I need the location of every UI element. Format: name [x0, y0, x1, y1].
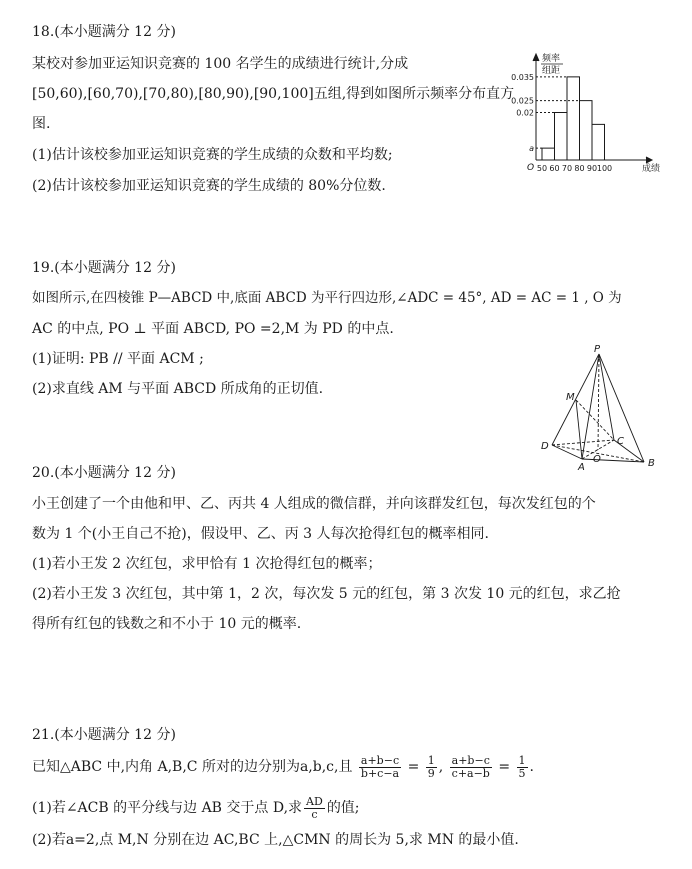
fraction-3	[450, 755, 492, 780]
histogram-bar	[555, 113, 568, 161]
y-axis-arrow	[533, 54, 539, 61]
fraction-2-den: 9	[427, 766, 435, 780]
y-tick-label: 0.035	[511, 72, 534, 82]
fraction-4-num: 1	[518, 753, 526, 767]
q20-text-2: 数为 1 个(小王自己不抢)，假设甲、乙、丙 3 人每次抢得红包的概率相同.	[32, 526, 489, 542]
fraction-3-num: a+b−c	[451, 753, 490, 767]
q20-part-2a: (2)若小王发 3 次红包，其中第 1，2 次，每次发 5 元的红包，第 3 次发 10 元的红包，求乙抢	[32, 586, 621, 602]
q21-text-1	[32, 752, 534, 782]
x-tick-label: 90	[586, 164, 598, 173]
fraction-5-den: c	[311, 807, 318, 821]
fraction-1-den: b+c−a	[360, 766, 400, 780]
q21-part-1-pre: (1)若∠ACB 的平分线与边 AB 交于点 D,求	[32, 800, 303, 816]
histogram-bar	[580, 101, 593, 160]
q18-part-1: (1)估计该校参加亚运知识竞赛的学生成绩的众数和平均数;	[32, 147, 393, 163]
fraction-4-den: 5	[518, 766, 526, 780]
y-axis-label-bottom: 组距	[542, 66, 561, 76]
fraction-1-num: a+b−c	[360, 753, 400, 767]
x-axis-arrow	[646, 157, 652, 163]
equals-1: =	[407, 759, 420, 775]
x-tick-label: 50	[536, 164, 548, 173]
y-tick-label: 0.02	[516, 108, 534, 118]
histogram-bar	[542, 148, 555, 160]
q21-part-1-post: 的值;	[326, 800, 360, 816]
q18-part-2: (2)估计该校参加亚运知识竞赛的学生成绩的 80%分位数.	[32, 178, 386, 194]
y-tick-label: a	[529, 144, 534, 154]
q18-text-1: 某校对参加亚运知识竞赛的 100 名学生的成绩进行统计,分成	[32, 56, 409, 72]
fraction-1	[359, 755, 401, 780]
fraction-5	[304, 796, 325, 821]
q18-text-3: 图.	[32, 116, 51, 132]
histogram-bar	[567, 77, 580, 160]
y-axis-label-top: 频率	[542, 54, 561, 64]
histogram-chart	[508, 52, 661, 182]
pyramid-figure	[530, 342, 665, 472]
q20-part-2b: 得所有红包的钱数之和不小于 10 元的概率.	[32, 616, 302, 632]
label-B: B	[648, 458, 655, 469]
fraction-5-num: AD	[306, 794, 323, 808]
q20-text-1: 小王创建了一个由他和甲、乙、丙共 4 人组成的微信群，并向该群发红包，每次发红包的个	[32, 496, 596, 512]
label-C: C	[617, 436, 624, 447]
y-tick-label: 0.025	[511, 96, 534, 106]
q21-part-1	[32, 795, 360, 821]
histogram-bar	[592, 124, 605, 160]
period: .	[529, 759, 534, 775]
q20-part-1: (1)若小王发 2 次红包，求甲恰有 1 次抢得红包的概率；	[32, 556, 382, 572]
label-P: P	[594, 344, 601, 355]
q18-header: 18.(本小题满分 12 分)	[32, 24, 176, 40]
q19-part-2: (2)求直线 AM 与平面 ABCD 所成角的正切值.	[32, 381, 324, 397]
q19-text-1: 如图所示,在四棱锥 P—ABCD 中,底面 ABCD 为平行四边形,∠ADC = 45°, AD = AC = 1 , O 为	[32, 290, 622, 306]
q21-part-2: (2)若a=2,点 M,N 分别在边 AC,BC 上,△CMN 的周长为 5,求 MN 的最小值.	[32, 832, 519, 848]
fraction-3-den: c+a−b	[451, 766, 490, 780]
q21-text-1-pre: 已知△ABC 中,内角 A,B,C 所对的边分别为a,b,c,且	[32, 759, 353, 775]
x-tick-label: 70	[561, 164, 573, 173]
q21-header: 21.(本小题满分 12 分)	[32, 727, 176, 743]
fraction-2-num: 1	[427, 753, 435, 767]
label-M: M	[566, 392, 575, 403]
comma: ,	[438, 759, 444, 775]
label-O: O	[593, 454, 601, 465]
q19-text-2: AC 的中点, PO ⊥ 平面 ABCD, PO =2,M 为 PD 的中点.	[32, 321, 394, 337]
fraction-2	[426, 755, 437, 780]
x-tick-label: 80	[574, 164, 585, 173]
x-tick-label: 100	[596, 164, 613, 173]
x-axis-label: 成绩	[642, 164, 661, 174]
q18-text-2: [50,60),[60,70),[70,80),[80,90),[90,100]五组,得到如图所示频率分布直方	[32, 86, 515, 102]
q20-header: 20.(本小题满分 12 分)	[32, 465, 176, 481]
label-D: D	[541, 441, 549, 452]
q19-part-1: (1)证明: PB // 平面 ACM ;	[32, 351, 204, 367]
q19-header: 19.(本小题满分 12 分)	[32, 260, 176, 276]
fraction-4	[517, 755, 528, 780]
equals-2: =	[498, 759, 511, 775]
origin-label: O	[527, 163, 535, 173]
x-tick-label: 60	[549, 164, 560, 173]
label-A: A	[578, 462, 585, 473]
